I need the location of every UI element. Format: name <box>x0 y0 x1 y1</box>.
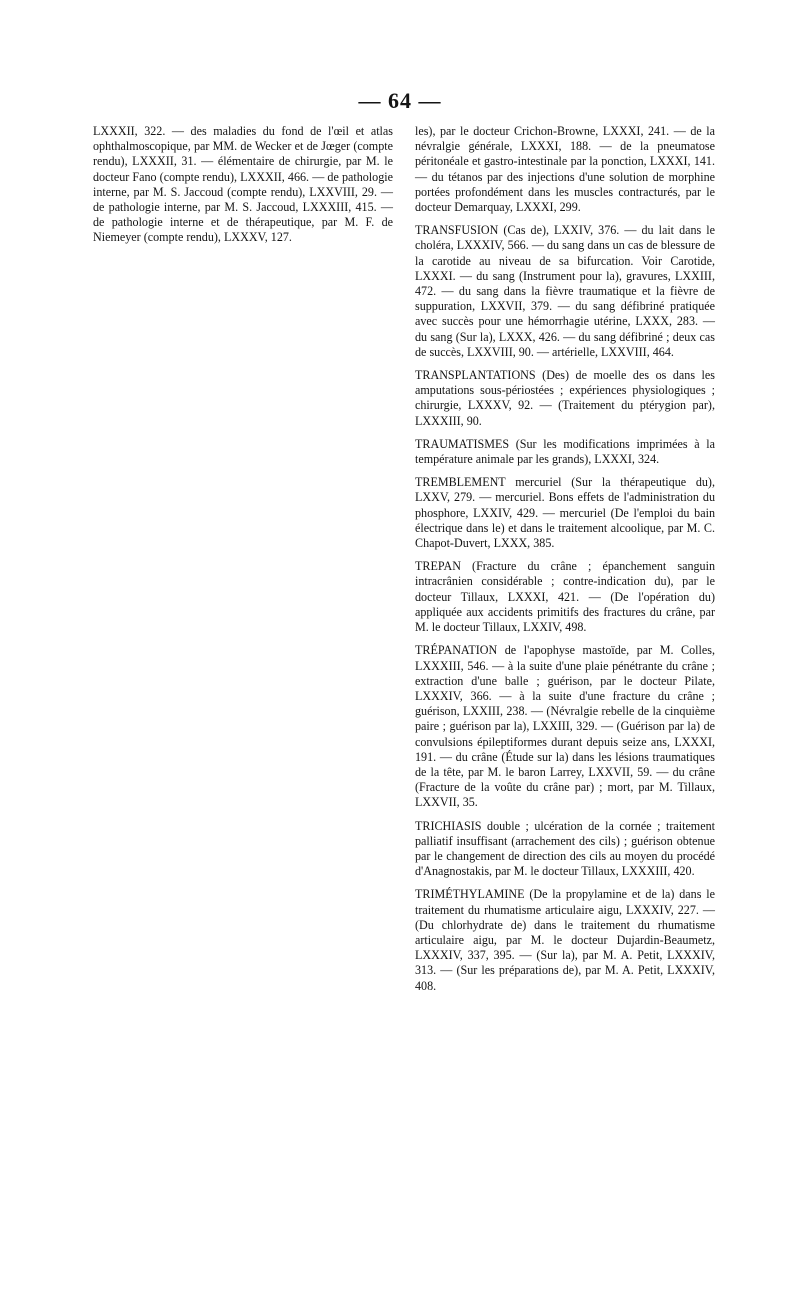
entry-text: les), par le docteur Crichon-Browne, LXXXI, 241. — de la névralgie générale, LXXXI, 188. — de la pneumatose péritonéale et gastro-intestinale par la ponction, LXXXI, 141. — du tétanos par des injections d'une solution de morphine portées profondément dans les muscles contracturés, par le docteur Demarquay, LXXXI, 299. <box>415 124 715 215</box>
left-column <box>93 124 393 254</box>
entry-text: TRANSPLANTATIONS (Des) de moelle des os dans les amputations sous-périostées ; expériences physiologiques ; chirurgie, LXXXV, 92. — (Traitement du ptérygion par), LXXXIII, 90. <box>415 368 715 428</box>
entry-text: TRICHIASIS double ; ulcération de la cornée ; traitement palliatif insuffisant (arrachement des cils) ; guérison obtenue par le changement de direction des cils au moyen du procédé d'Anagnostakis, par M. le docteur Tillaux, LXXXIII, 420. <box>415 818 715 879</box>
page-number: — 64 — <box>358 88 442 113</box>
index-entry <box>415 437 715 467</box>
entry-text: TRANSFUSION (Cas de), LXXIV, 376. — du lait dans le choléra, LXXXIV, 566. — du sang dans un cas de blessure de la carotide au niveau de sa bifurcation. Voir Carotide, LXXXI. — du sang (Instrument pour la), gravures, LXXIII, 472. — du sang dans la fièvre traumatique et la fièvre de suppuration, LXXVII, 379. — du sang défibriné pratiquée avec succès pour une hémorrhagie utérine, LXXX, 283. — du sang (Sur la), LXXX, 426. — du sang défibriné ; deux cas de succès, LXXVIII, 90. — artérielle, LXXVIII, 464. <box>415 223 715 359</box>
entry-text: TREPAN (Fracture du crâne ; épanchement sanguin intracrânien considérable ; contre-indication du), par le docteur Tillaux, LXXXI, 421. — (De l'opération du) appliquée aux accidents primitifs des fractures du crâne, par M. le docteur Tillaux, LXXIV, 498. <box>415 559 715 635</box>
index-entry <box>415 223 715 360</box>
index-entry <box>93 124 393 246</box>
right-column <box>415 124 715 1002</box>
entry-text: TREMBLEMENT mercuriel (Sur la thérapeutique du), LXXV, 279. — mercuriel. Bons effets de l'administration du phosphore, LXXIV, 429. — mercuriel (De l'emploi du bain électrique dans le) et dans le traitement alcoolique, par M. C. Chapot-Duvert, LXXX, 385. <box>415 475 715 551</box>
entry-text: LXXXII, 322. — des maladies du fond de l'œil et atlas ophthalmoscopique, par MM. de Wecker et de Jœger (compte rendu), LXXXII, 31. — élémentaire de chirurgie, par M. le docteur Fano (compte rendu), LXXXII, 466. — de pathologie interne, par M. S. Jaccoud (compte rendu), LXXVIII, 29. — de pathologie interne, par M. S. Jaccoud, LXXXIII, 415. — de pathologie interne et de thérapeutique, par M. F. de Niemeyer (compte rendu), LXXXV, 127. <box>93 124 393 245</box>
index-entry <box>415 643 715 810</box>
entry-text: TRIMÉTHYLAMINE (De la propylamine et de la) dans le traitement du rhumatisme articulaire aigu, LXXXIV, 227. — (Du chlorhydrate de) dans le traitement du rhumatisme articulaire aigu, par M. le docteur Dujardin-Beaumetz, LXXXIV, 337, 395. — (Sur la), par M. A. Petit, LXXXIV, 313. — (Sur les préparations de), par M. A. Petit, LXXXIV, 408. <box>415 887 715 993</box>
entry-text: TRAUMATISMES (Sur les modifications imprimées à la température animale par les grands), LXXXI, 324. <box>415 436 715 467</box>
index-entry <box>415 887 715 993</box>
index-entry <box>415 475 715 551</box>
index-entry <box>415 559 715 635</box>
entry-text: TRÉPANATION de l'apophyse mastoïde, par M. Colles, LXXXIII, 546. — à la suite d'une plaie pénétrante du crâne ; extraction d'une balle ; guérison, par le docteur Pilate, LXXXIV, 366. — à la suite d'une fracture du crâne ; guérison, LXXIII, 238. — (Névralgie rebelle de la cinquième paire ; guérison par la), LXXIII, 329. — (Guérison par la) de convulsions épileptiformes durant depuis seize ans, LXXXI, 191. — du crâne (Étude sur la) dans les lésions traumatiques de la tête, par M. le baron Larrey, LXXVII, 59. — du crâne (Fracture de la voûte du crâne par) ; mort, par M. Tillaux, LXXVII, 35. <box>415 643 715 810</box>
index-entry <box>415 368 715 429</box>
index-entry <box>415 124 715 215</box>
index-entry <box>415 819 715 880</box>
